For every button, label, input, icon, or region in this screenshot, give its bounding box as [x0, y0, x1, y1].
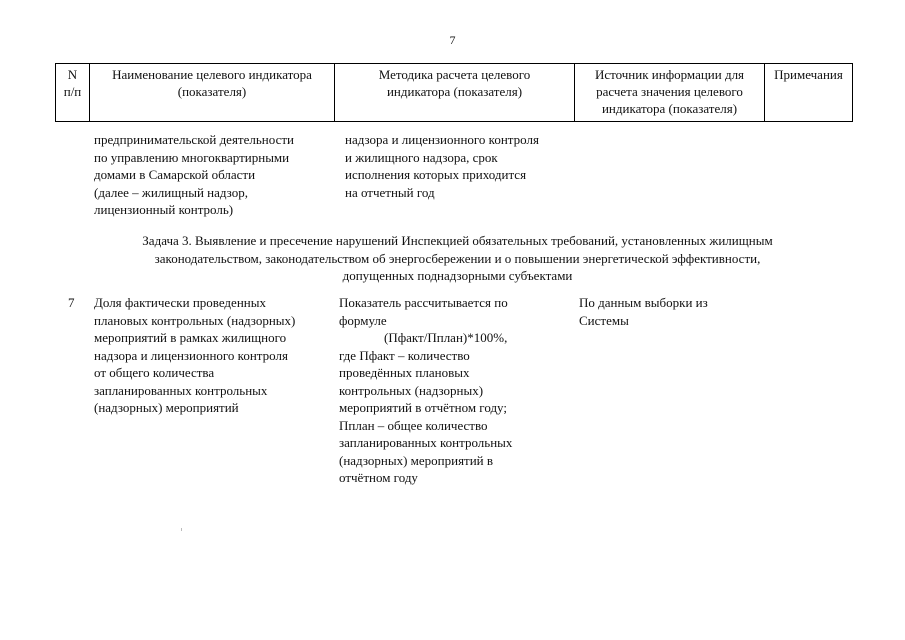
row-7-source: По данным выборки из Системы [579, 295, 708, 328]
row-7-method [339, 294, 574, 487]
header-cell-method: Методика расчета целевого индикатора (показателя) [335, 64, 575, 122]
page-number: 7 [449, 33, 456, 47]
scan-artifact [181, 528, 182, 531]
row-7-method-definitions: где Пфакт – количество проведённых плановых контрольных (надзорных) мероприятий в отчётном году; Пплан – общее количество запланированных контрольных (надзорных) мероприятий в отчётном году [339, 347, 513, 485]
table-header-row [56, 64, 853, 122]
indicator-table-header [55, 63, 853, 122]
row-7-formula: (Пфакт/Пплан)*100%, [384, 330, 508, 345]
header-cell-number: N п/п [56, 64, 90, 122]
row-7-number: 7 [68, 295, 75, 310]
header-cell-source: Источник информации для расчета значения целевого индикатора (показателя) [575, 64, 765, 122]
header-cell-indicator-name: Наименование целевого индикатора (показателя) [90, 64, 335, 122]
row-7-indicator-name: Доля фактически проведенных плановых контрольных (надзорных) мероприятий в рамках жилищного надзора и лицензионного контроля от общего количества запланированных контрольных (надзорных) мероприятий [94, 295, 296, 415]
continuation-method: надзора и лицензионного контроля и жилищного надзора, срок исполнения которых приходится на отчетный год [345, 132, 539, 200]
row-7-method-intro: Показатель рассчитывается по формуле [339, 295, 508, 328]
task-3-heading: Задача 3. Выявление и пресечение нарушений Инспекцией обязательных требований, установленных жилищным законодательством, законодательством об энергосбережении и о повышении энергетической эффективности, допущенных поднадзорными субъектами [142, 233, 773, 283]
continuation-indicator-name: предпринимательской деятельности по управлению многоквартирными домами в Самарской области (далее – жилищный надзор, лицензионный контроль) [94, 132, 294, 217]
header-cell-notes: Примечания [765, 64, 853, 122]
